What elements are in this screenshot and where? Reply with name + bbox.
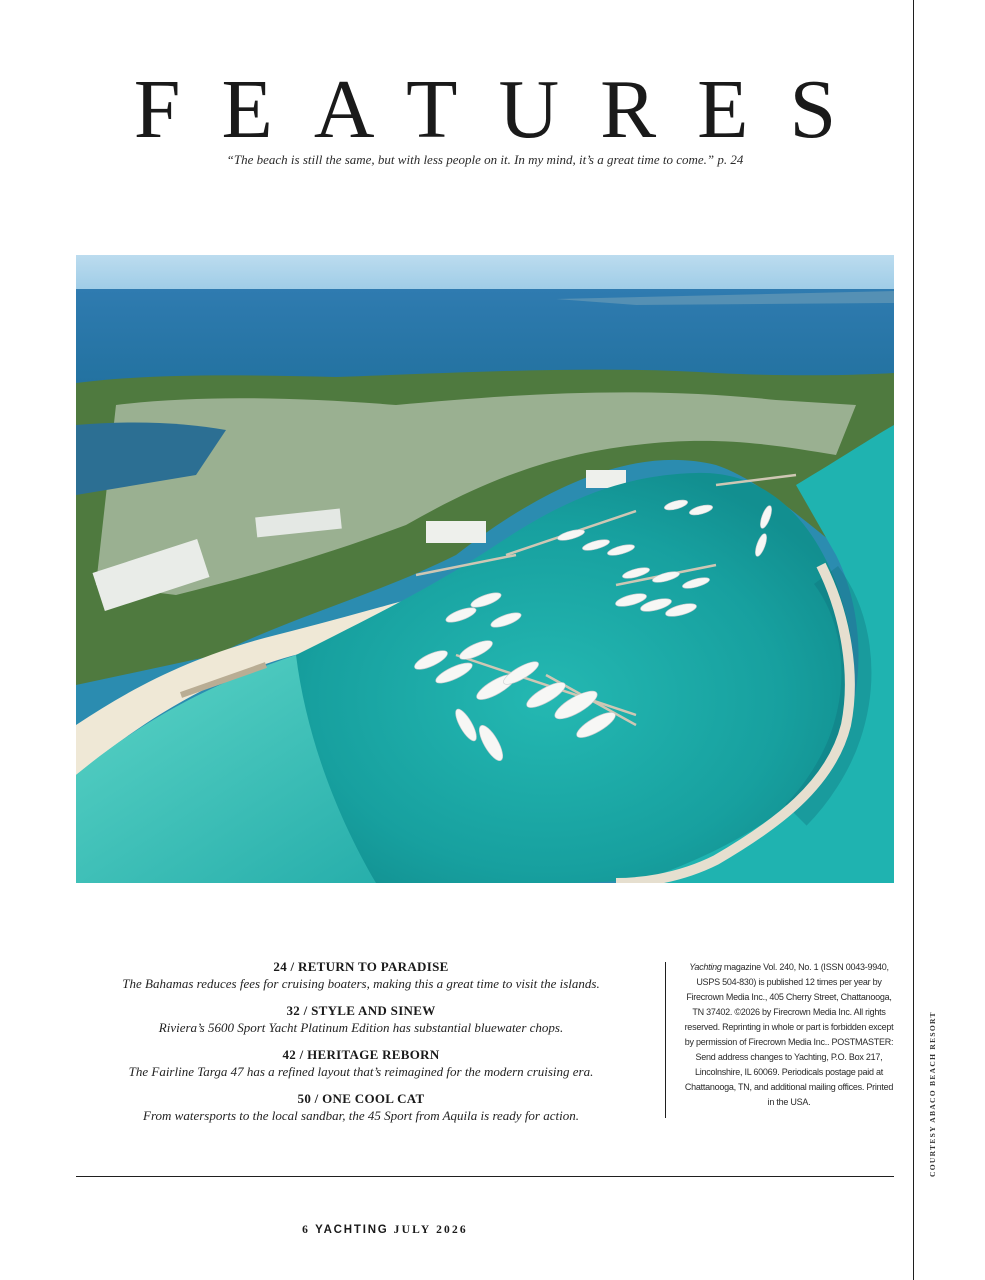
feature-description: The Fairline Targa 47 has a refined layout that’s reimagined for the modern cruising era. xyxy=(128,1064,594,1079)
pull-quote: “The beach is still the same, but with less people on it. In my mind, it’s a great time to come.” p. 24 xyxy=(226,152,744,167)
feature-item xyxy=(76,1046,646,1080)
feature-description: Riviera’s 5600 Sport Yacht Platinum Edition has substantial bluewater chops. xyxy=(158,1020,564,1035)
feature-list xyxy=(76,958,646,1134)
feature-heading: 32 / STYLE AND SINEW xyxy=(286,1003,436,1018)
feature-item xyxy=(76,1002,646,1036)
colophon xyxy=(683,960,895,1110)
feature-item xyxy=(76,958,646,992)
colophon-text: magazine Vol. 240, No. 1 (ISSN 0043-9940, USPS 504-830) is published 12 times per year by Firecrown Media Inc., 405 Cherry Street, Chattanooga, TN 37402. ©2026 by Firecrown Media Inc. All rights reserved. Reprinting in whole or part is forbidden except by permission of Firecrown Media Inc.. POSTMASTER: Send address changes to Yachting, P.O. Box 217, Lincolnshire, IL 60069. Periodicals postage paid at Chattanooga, TN, and additional mailing offices. Printed in the USA. xyxy=(684,962,894,1107)
footer-rule xyxy=(76,1176,894,1177)
feature-heading: 50 / ONE COOL CAT xyxy=(297,1091,425,1106)
issue-date: JULY 2026 xyxy=(393,1224,468,1236)
feature-item xyxy=(76,1090,646,1124)
feature-heading: 24 / RETURN TO PARADISE xyxy=(273,959,449,974)
feature-description: From watersports to the local sandbar, the 45 Sport from Aquila is ready for action. xyxy=(143,1108,579,1123)
page-number: 6 xyxy=(302,1224,311,1236)
page-edge-rule xyxy=(913,0,914,1280)
aerial-marina-photo xyxy=(76,255,894,883)
feature-heading: 42 / HERITAGE REBORN xyxy=(282,1047,440,1062)
column-divider xyxy=(665,962,666,1118)
folio xyxy=(76,1224,694,1236)
folio-brand: YACHTING xyxy=(315,1224,389,1236)
feature-description: The Bahamas reduces fees for cruising boaters, making this a great time to visit the islands. xyxy=(122,976,600,991)
photo-credit: COURTESY ABACO BEACH RESORT xyxy=(928,1011,937,1177)
page-title: FEATURES xyxy=(133,63,878,156)
colophon-magazine-name: Yachting xyxy=(689,962,722,972)
